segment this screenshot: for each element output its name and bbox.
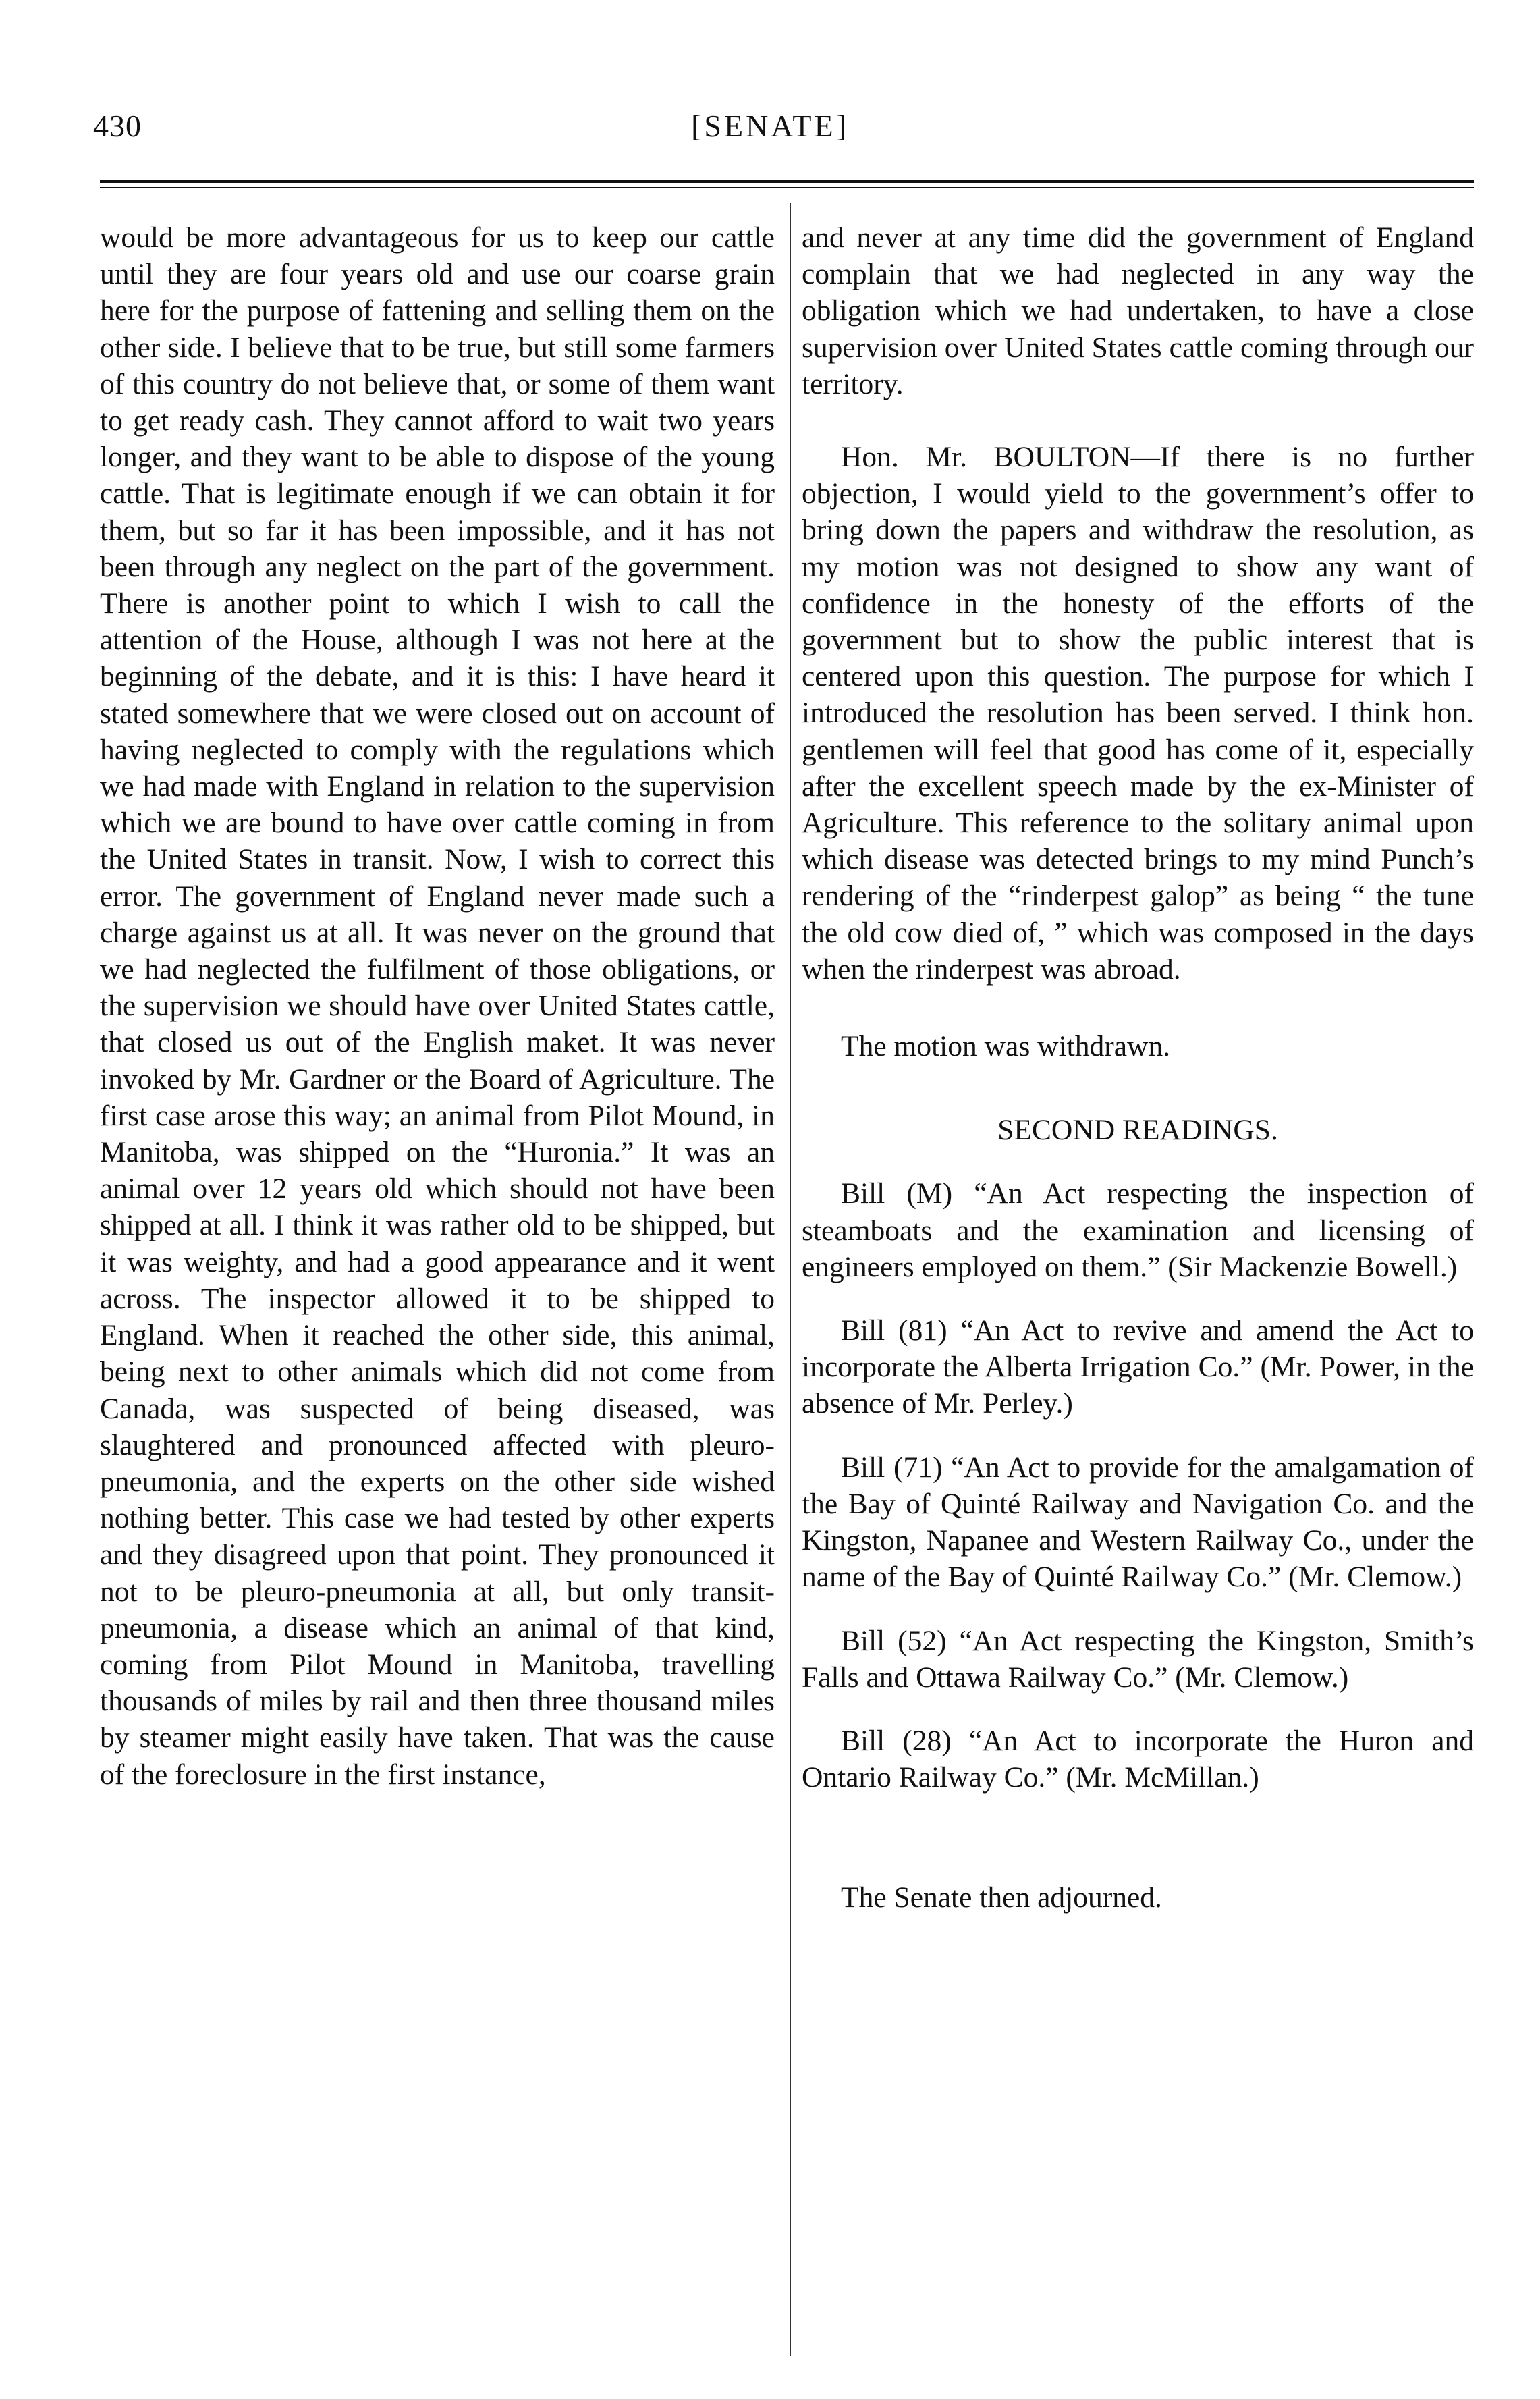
running-head: [SENATE]	[691, 109, 849, 143]
adjournment: The Senate then adjourned.	[841, 1881, 1162, 1914]
header-rule-thin	[100, 187, 1474, 188]
column-divider	[790, 203, 791, 2356]
bill-entry: Bill (28) “An Act to incorporate the Huron and Ontario Railway Co.” (Mr. McMillan.)	[802, 1724, 1474, 1794]
page-number: 430	[93, 109, 142, 143]
bill-entry: Bill (71) “An Act to provide for the amalgamation of the Bay of Quinté Railway and Navigation Co. and the Kingston, Napanee and Western Railway Co., under the name of the Bay of Quinté Railway Co.” (Mr. Clemow.)	[802, 1451, 1474, 1594]
bill-entry: Bill (81) “An Act to revive and amend the Act to incorporate the Alberta Irrigation Co.” (Mr. Power, in the absence of Mr. Perley.)	[802, 1314, 1474, 1420]
bill-entry: Bill (52) “An Act respecting the Kingston, Smith’s Falls and Ottawa Railway Co.” (Mr. Clemow.)	[802, 1624, 1474, 1694]
left-column	[100, 219, 775, 1793]
boulton-speech: Hon. Mr. BOULTON—If there is no further objection, I would yield to the government’s offer to bring down the papers and withdraw the resolution, as my motion was not designed to show any want of confidence in the honesty of the efforts of the government but to show the public interest that is centered upon this question. The purpose for which I introduced the resolution has been served. I think hon. gentlemen will feel that good has come of it, especially after the excellent speech made by the ex-Minister of Agriculture. This reference to the solitary animal upon which disease was detected brings to my mind Punch’s rendering of the “rinderpest galop” as being “ the tune the old cow died of, ” which was composed in the days when the rinderpest was abroad.	[802, 441, 1474, 986]
continuation-paragraph: and never at any time did the government of England complain that we had neglected in any way the obligation which we had undertaken, to have a close supervision over United States cattle coming through our territory.	[802, 221, 1474, 400]
right-column	[802, 219, 1474, 1916]
bill-entry: Bill (M) “An Act respecting the inspection of steamboats and the examination and licensing of engineers employed on them.” (Sir Mackenzie Bowell.)	[802, 1177, 1474, 1283]
header-rule-thick	[100, 180, 1474, 183]
section-heading: SECOND READINGS.	[997, 1114, 1278, 1147]
motion-withdrawn: The motion was withdrawn.	[841, 1030, 1171, 1063]
left-paragraph: would be more advantageous for us to keep our cattle until they are four years old and use our coarse grain here for the purpose of fattening and selling them on the other side. I believe that to be true, but still some farmers of this country do not believe that, or some of them want to get ready cash. They cannot afford to wait two years longer, and they want to be able to dispose of the young cattle. That is legitimate enough if we can obtain it for them, but so far it has been impossible, and it has not been through any neglect on the part of the government. There is another point to which I wish to call the attention of the House, although I was not here at the beginning of the debate, and it is this: I have heard it stated somewhere that we were closed out on account of having neglected to comply with the regulations which we had made with England in relation to the supervision which we are bound to have over cattle coming in from the United States in transit. Now, I wish to correct this error. The government of England never made such a charge against us at all. It was never on the ground that we had neglected the fulfilment of those obligations, or the supervision we should have over United States cattle, that closed us out of the English maket. It was never invoked by Mr. Gardner or the Board of Agriculture. The first case arose this way; an animal from Pilot Mound, in Manitoba, was shipped on the “Huronia.” It was an animal over 12 years old which should not have been shipped at all. I think it was rather old to be shipped, but it was weighty, and had a good appearance and it went across. The inspector allowed it to be shipped to England. When it reached the other side, this animal, being next to other animals which did not come from Canada, was suspected of being diseased, was slaughtered and pronounced affected with pleuro-pneumonia, and the experts on the other side wished nothing better. This case we had tested by other experts and they disagreed upon that point. They pronounced it not to be pleuro-pneumonia at all, but only transit-pneumonia, a disease which an animal of that kind, coming from Pilot Mound in Manitoba, travelling thousands of miles by rail and then three thousand miles by steamer might easily have taken. That was the cause of the foreclosure in the first instance,	[100, 221, 775, 1791]
